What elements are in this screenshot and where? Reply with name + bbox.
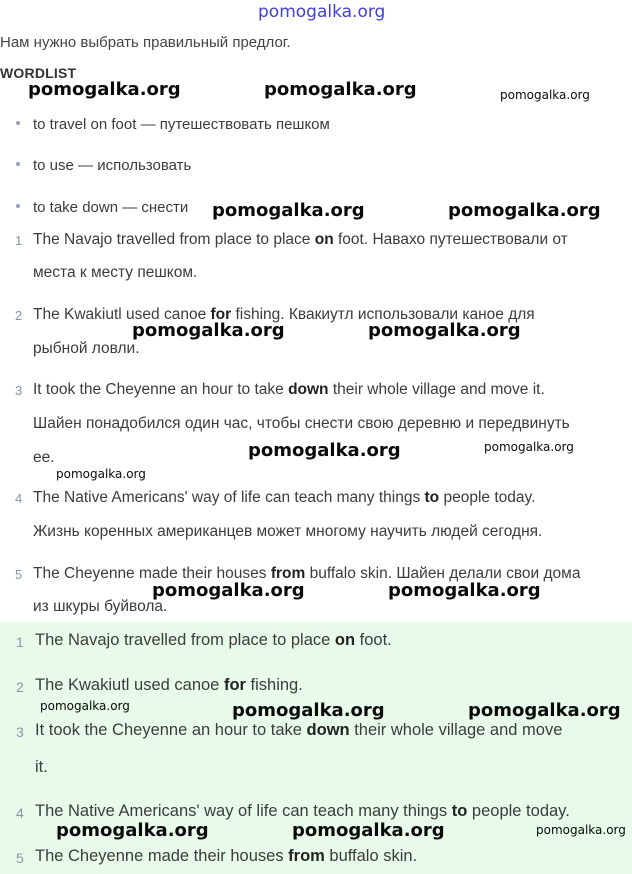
answer-word: on	[314, 231, 334, 248]
exercise-translation: ее.	[33, 449, 55, 466]
watermark: pomogalka.org	[132, 320, 285, 341]
answer-word: from	[288, 847, 325, 865]
watermark: pomogalka.org	[388, 580, 541, 601]
item-number: 4	[15, 491, 23, 506]
answer-number: 4	[16, 805, 24, 821]
watermark: pomogalka.org	[56, 467, 146, 481]
item-number: 1	[15, 233, 23, 248]
answer-number: 3	[16, 724, 24, 740]
answer-line: The Kwakiutl used canoe for fishing.	[35, 676, 303, 694]
exercise-translation: Жизнь коренных американцев может многому научить людей сегодня.	[33, 523, 543, 540]
answer-word: down	[288, 381, 329, 398]
answer-word: for	[223, 676, 246, 694]
wordlist-item: to take down — снести	[16, 199, 188, 216]
answer-number: 2	[16, 679, 24, 695]
watermark: pomogalka.org	[56, 820, 209, 841]
exercise-line: The Cheyenne made their houses from buffalo skin. Шайен делали свои дома	[33, 565, 581, 582]
exercise-translation: Шайен понадобился один час, чтобы снести свою деревню и передвинуть	[33, 415, 570, 432]
answer-word: from	[270, 565, 306, 582]
answer-line-continued: it.	[35, 758, 48, 776]
item-number: 3	[15, 383, 23, 398]
watermark: pomogalka.org	[28, 79, 181, 100]
answer-line: The Cheyenne made their houses from buffalo skin.	[35, 847, 418, 865]
watermark: pomogalka.org	[484, 440, 574, 454]
wordlist-item: to travel on foot — путешествовать пешком	[16, 116, 330, 133]
answer-line: The Navajo travelled from place to place on foot.	[35, 631, 392, 649]
watermark: pomogalka.org	[500, 88, 590, 102]
watermark: pomogalka.org	[232, 700, 385, 721]
item-number: 2	[15, 308, 23, 323]
answer-word: to	[451, 802, 468, 820]
watermark: pomogalka.org	[468, 700, 621, 721]
bullet-icon	[16, 204, 20, 208]
watermark: pomogalka.org	[368, 320, 521, 341]
bullet-icon	[16, 121, 20, 125]
site-title-link[interactable]: pomogalka.org	[258, 2, 386, 22]
exercise-line: The Navajo travelled from place to place on foot. Навахо путешествовали от	[33, 231, 568, 248]
exercise-line: The Kwakiutl used canoe for fishing. Квакиутл использовали каное для	[33, 306, 535, 323]
intro-text: Нам нужно выбрать правильный предлог.	[0, 34, 291, 51]
watermark: pomogalka.org	[264, 79, 417, 100]
watermark: pomogalka.org	[248, 440, 401, 461]
answer-word: to	[424, 489, 440, 506]
exercise-translation: из шкуры буйвола.	[33, 598, 168, 615]
answer-number: 1	[16, 634, 24, 650]
answer-number: 5	[16, 850, 24, 866]
exercise-translation: рыбной ловли.	[33, 340, 140, 357]
answer-word: on	[334, 631, 356, 649]
watermark: pomogalka.org	[40, 699, 130, 713]
watermark: pomogalka.org	[292, 820, 445, 841]
exercise-translation: места к месту пешком.	[33, 264, 198, 281]
answer-line: The Native Americans' way of life can teach many things to people today.	[35, 802, 570, 820]
item-number: 5	[15, 567, 23, 582]
watermark: pomogalka.org	[448, 200, 601, 221]
exercise-line: The Native Americans' way of life can teach many things to people today.	[33, 489, 536, 506]
bullet-icon	[16, 162, 20, 166]
watermark: pomogalka.org	[152, 580, 305, 601]
exercise-line: It took the Cheyenne an hour to take down their whole village and move it.	[33, 381, 545, 398]
watermark: pomogalka.org	[212, 200, 365, 221]
answer-word: down	[306, 721, 350, 739]
watermark: pomogalka.org	[536, 823, 626, 837]
answer-word: for	[210, 306, 232, 323]
wordlist-item: to use — использовать	[16, 157, 191, 174]
answer-line: It took the Cheyenne an hour to take down their whole village and move	[35, 721, 563, 739]
wordlist-heading: WORDLIST	[0, 65, 77, 81]
